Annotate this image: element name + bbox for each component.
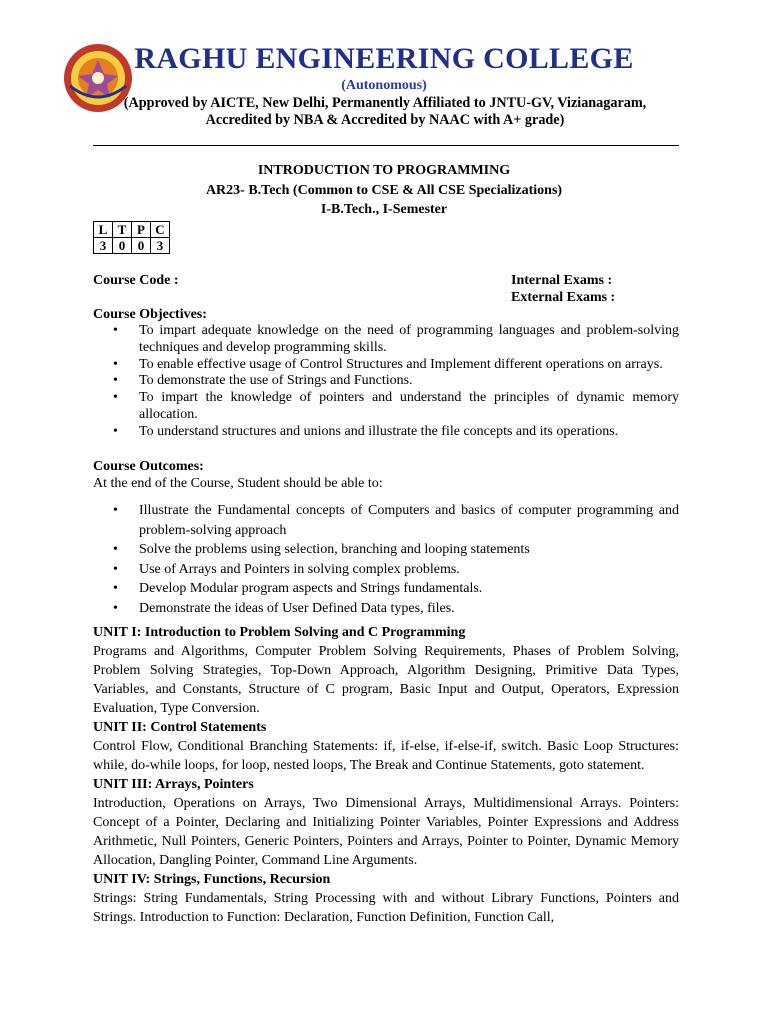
outcomes-intro: At the end of the Course, Student should be able to:: [93, 476, 383, 491]
course-title: INTRODUCTION TO PROGRAMMING: [257, 163, 511, 178]
units-section: [93, 623, 679, 927]
unit-heading: UNIT II: Control Statements: [93, 720, 267, 735]
ltpc-header-cell: L: [94, 222, 113, 238]
unit-body: Introduction, Operations on Arrays, Two Dimensional Arrays, Multidimensional Arrays. Pointers: Concept of a Pointer, Declaring and Initializing Pointer Variables, Pointer Expressions and Address Arithmetic, Null Pointers, Generic Pointers, Pointers and Arrays, Pointer to Pointer, Dynamic Memory Allocation, Dangling Pointer, Command Line Arguments.: [93, 796, 679, 868]
list-item: • Develop Modular program aspects and Strings fundamentals.: [93, 579, 679, 599]
header-divider: [93, 145, 679, 146]
list-item: • To demonstrate the use of Strings and Functions.: [93, 373, 679, 390]
objectives-list: [93, 323, 679, 441]
internal-exams-label: Internal Exams :: [511, 273, 613, 288]
list-item: • Demonstrate the ideas of User Defined Data types, files.: [93, 599, 679, 619]
ltpc-header-row: [94, 222, 170, 238]
approval-line-2: Accredited by NBA & Accredited by NAAC with A+ grade): [205, 112, 565, 128]
list-item: • To enable effective usage of Control Structures and Implement different operations on arrays.: [93, 357, 679, 374]
ltpc-header-cell: P: [132, 222, 151, 238]
list-item: • Illustrate the Fundamental concepts of Computers and basics of computer programming and problem-solving approach: [93, 501, 679, 540]
ltpc-value-cell: 3: [151, 238, 170, 254]
unit-body: Control Flow, Conditional Branching Statements: if, if-else, if-else-if, switch. Basic Loop Structures: while, do-while loops, for loop, nested loops, The Break and Continue Statements, goto statement.: [93, 739, 679, 773]
college-name: RAGHU ENGINEERING COLLEGE: [134, 42, 634, 75]
ltpc-value-cell: 3: [94, 238, 113, 254]
unit-heading: UNIT IV: Strings, Functions, Recursion: [93, 872, 331, 887]
list-item: • To impart the knowledge of pointers and understand the principles of dynamic memory allocation.: [93, 390, 679, 424]
objectives-heading: Course Objectives:: [93, 307, 207, 322]
course-objectives-section: [93, 306, 679, 441]
ltpc-table: [93, 221, 170, 254]
list-item: • Use of Arrays and Pointers in solving complex problems.: [93, 560, 679, 580]
outcomes-list: [93, 501, 679, 618]
ltpc-value-cell: 0: [113, 238, 132, 254]
unit-heading: UNIT III: Arrays, Pointers: [93, 777, 254, 792]
ltpc-header-cell: C: [151, 222, 170, 238]
outcomes-heading: Course Outcomes:: [93, 459, 204, 474]
unit-body: Programs and Algorithms, Computer Problem Solving Requirements, Phases of Problem Solving, Problem Solving Strategies, Top-Down Approach, Algorithm Designing, Primitive Data Types, Variables, and Constants, Structure of C program, Basic Input and Output, Operators, Expression Evaluation, Type Conversion.: [93, 644, 679, 716]
autonomous-label: (Autonomous): [341, 78, 427, 93]
ltpc-header-cell: T: [113, 222, 132, 238]
unit-heading: UNIT I: Introduction to Problem Solving and C Programming: [93, 625, 466, 640]
ltpc-value-cell: 0: [132, 238, 151, 254]
ltpc-value-row: [94, 238, 170, 254]
course-outcomes-section: [93, 458, 679, 618]
course-code-label: Course Code :: [93, 273, 179, 288]
approval-text: [80, 95, 690, 129]
unit-body: Strings: String Fundamentals, String Processing with and without Library Functions, Pointers and Strings. Introduction to Function: Declaration, Function Definition, Function Call,: [93, 891, 679, 925]
course-semester: I-B.Tech., I-Semester: [320, 202, 448, 217]
list-item: • Solve the problems using selection, branching and looping statements: [93, 540, 679, 560]
approval-line-1: (Approved by AICTE, New Delhi, Permanently Affiliated to JNTU-GV, Vizianagaram,: [123, 95, 647, 111]
list-item: • To impart adequate knowledge on the need of programming languages and problem-solving techniques and develop programming skills.: [93, 323, 679, 357]
course-regulation: AR23- B.Tech (Common to CSE & All CSE Specializations): [205, 183, 563, 198]
list-item: • To understand structures and unions and illustrate the file concepts and its operations.: [93, 424, 679, 441]
external-exams-label: External Exams :: [511, 290, 616, 305]
